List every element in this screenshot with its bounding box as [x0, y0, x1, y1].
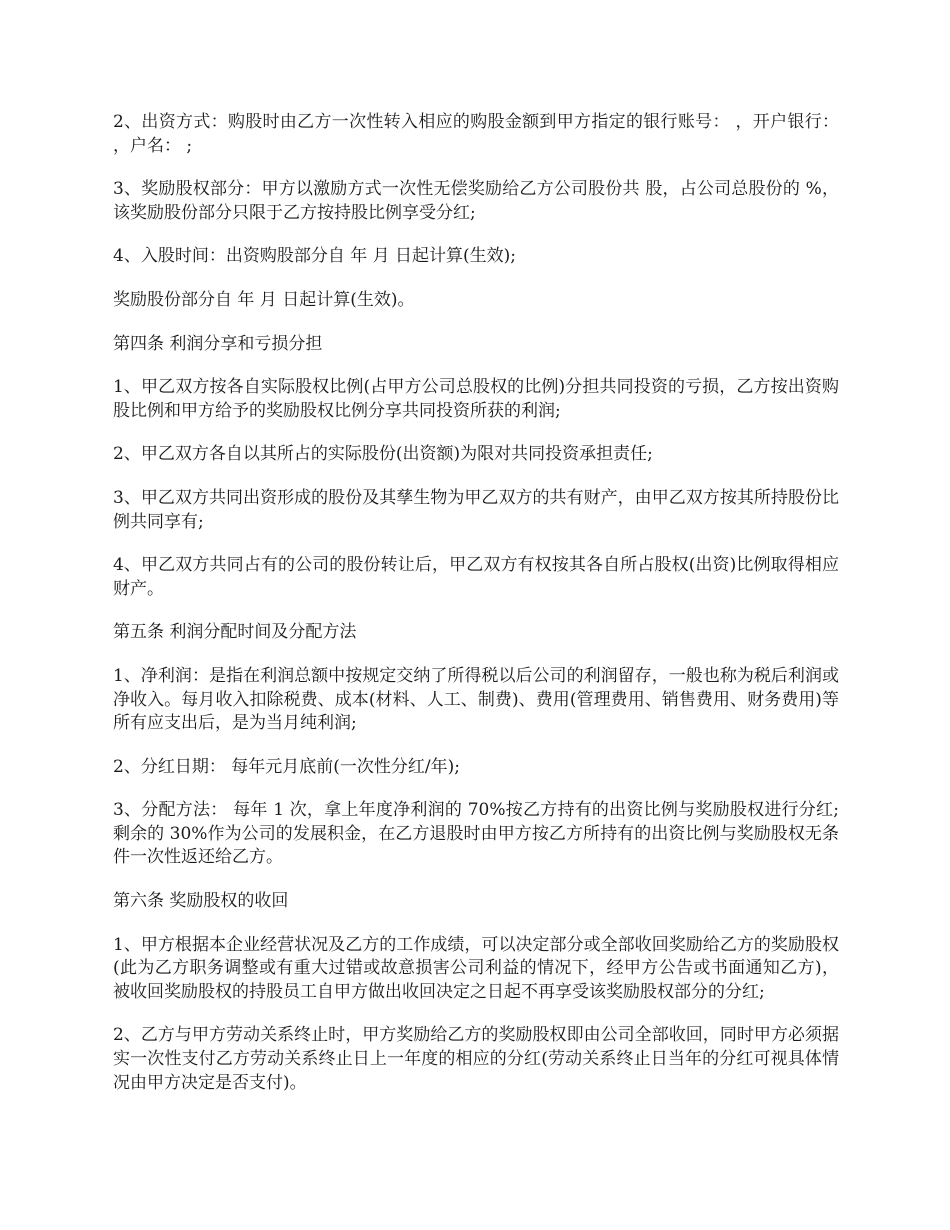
paragraph-reward-equity: 3、奖励股权部分：甲方以激励方式一次性无偿奖励给乙方公司股份共 股，占公司总股份的 %，该奖励股份部分只限于乙方按持股比例享受分红;: [113, 179, 839, 223]
document-body: [113, 111, 839, 1115]
paragraph-liability: 2、甲乙双方各自以其所占的实际股份(出资额)为限对共同投资承担责任;: [113, 444, 653, 465]
paragraph-reward-recovery: 1、甲方根据本企业经营状况及乙方的工作成绩，可以决定部分或全部收回奖励给乙方的奖励股权(此为乙方职务调整或有重大过错或故意损害公司利益的情况下，经甲方公告或书面通知乙方)，被收回奖励股权的持股员工自甲方做出收回决定之日起不再享受该奖励股权部分的分红;: [113, 934, 839, 1002]
section-heading-article-5: 第五条 利润分配时间及分配方法: [113, 622, 357, 643]
paragraph-loss-sharing: 1、甲乙双方按各自实际股权比例(占甲方公司总股权的比例)分担共同投资的亏损，乙方按出资购股比例和甲方给予的奖励股权比例分享共同投资所获的利润;: [113, 377, 839, 421]
section-heading-article-6: 第六条 奖励股权的收回: [113, 891, 289, 912]
paragraph-distribution-method: 3、分配方法： 每年 1 次，拿上年度净利润的 70%按乙方持有的出资比例与奖励股权进行分红;剩余的 30%作为公司的发展积金，在乙方退股时由甲方按乙方所持有的出资比例与奖励股权无条件一次性返还给乙方。: [113, 800, 839, 868]
paragraph-common-property: 3、甲乙双方共同出资形成的股份及其孳生物为甲乙双方的共有财产，由甲乙双方按其所持股份比例共同享有;: [113, 487, 839, 532]
paragraph-employment-termination: 2、乙方与甲方劳动关系终止时，甲方奖励给乙方的奖励股权即由公司全部收回，同时甲方必须据实一次性支付乙方劳动关系终止日上一年度的相应的分红(劳动关系终止日当年的分红可视具体情况由甲方决定是否支付)。: [113, 1025, 839, 1093]
paragraph-share-transfer: 4、甲乙双方共同占有的公司的股份转让后，甲乙双方有权按其各自所占股权(出资)比例取得相应财产。: [113, 555, 839, 599]
section-heading-article-4: 第四条 利润分享和亏损分担: [113, 333, 323, 354]
paragraph-reward-effective: 奖励股份部分自 年 月 日起计算(生效)。: [113, 289, 415, 310]
paragraph-net-profit: 1、净利润：是指在利润总额中按规定交纳了所得税以后公司的利润留存，一般也称为税后利润或净收入。每月收入扣除税费、成本(材料、人工、制费)、费用(管理费用、销售费用、财务费用)等所有应支出后，是为当月纯利润;: [113, 665, 839, 734]
paragraph-dividend-date: 2、分红日期： 每年元月底前(一次性分红/年);: [113, 756, 460, 777]
paragraph-entry-time: 4、入股时间：出资购股部分自 年 月 日起计算(生效);: [113, 246, 517, 267]
paragraph-payment-method: 2、出资方式：购股时由乙方一次性转入相应的购股金额到甲方指定的银行账号： ，开户银行： ，户名： ;: [113, 112, 839, 156]
